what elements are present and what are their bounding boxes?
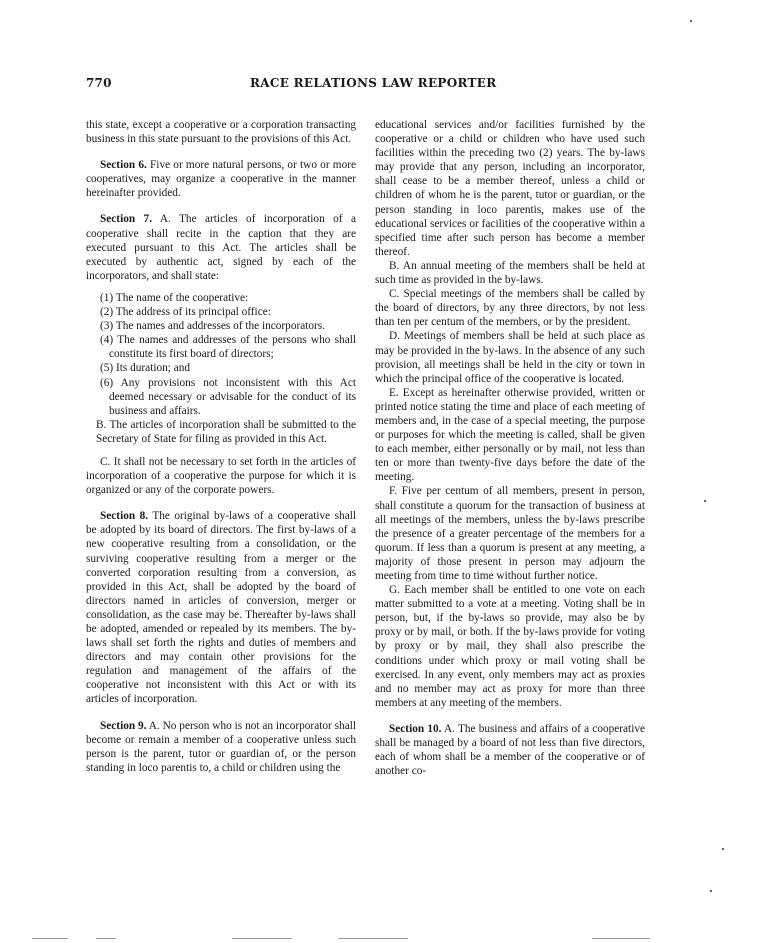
section-heading: Section 6.: [100, 159, 147, 172]
section-10: [375, 722, 645, 778]
running-title: RACE RELATIONS LAW REPORTER: [250, 76, 497, 90]
scan-speck: [710, 890, 712, 892]
section-8: [86, 509, 356, 706]
scan-speck: [704, 500, 706, 502]
list-item: (1) The name of the cooperative:: [100, 291, 249, 304]
scan-speck: [690, 20, 692, 22]
section-9: [86, 719, 356, 775]
paragraph: G. Each member shall be entitled to one vote on each matter submitted to a vote at a meeting. Voting shall be in person, but, if the by-laws so provide, may also be by proxy or by mail, or both. If the by-laws provide for voting by proxy or by mail, they shall also prescribe the conditions under which proxy or mail voting shall be exercised. In any event, only members may act as proxies and no member may act as proxy for more than three members at any meeting of the members.: [375, 584, 645, 709]
bottom-rule: [96, 938, 116, 939]
paragraph: educational services and/or facilities furnished by the cooperative or a child or children who have used such facilities within the preceding two (2) years. The by-laws may provide that any person, including an incorporator, shall cease to be a member thereof, unless a child or children of whom he is the parent, tutor or guardian, or the person standing in loco parentis, makes use of the educational services or facilities of the cooperative within a specified time after such person has become a member thereof.: [375, 119, 645, 258]
section-text: A. No person who is not an incorporator shall become or remain a member of a cooperative unless such person is the parent, tutor or guardian of, or the person standing in loco parentis to, a child or children using the: [86, 719, 356, 774]
section-text: The original by-laws of a cooperative shall be adopted by its board of directors. The first by-laws of a new cooperative resulting from a consolidation, or the surviving cooperative resulting from a merger or the converted corporation resulting from a conversion, as provided in this Act, shall be adopted by the board of directors named in articles of conversion, merger or consolidation, as the case may be. Thereafter by-laws shall be adopted, amended or repealed by its members. The by-laws shall set forth the rights and duties of members and directors and may contain other provisions for the regulation and management of the affairs of the cooperative not inconsistent with this Act or with its articles of incorporation.: [86, 510, 356, 706]
section-heading: Section 10.: [389, 722, 442, 735]
section-text: A. The business and affairs of a cooperative shall be managed by a board of not less than five directors, each of whom shall be a member of the cooperative or of another co-: [375, 722, 645, 778]
left-column: [86, 118, 356, 775]
list-item: (4) The names and addresses of the persons who shall constitute its first board of directors;: [100, 334, 356, 361]
section-heading: Section 7.: [100, 213, 153, 226]
paragraph: F. Five per centum of all members, present in person, shall constitute a quorum for the transaction of business at all meetings of the members, unless the by-laws prescribe the presence of a greater percentage of the members for a quorum. If less than a quorum is present at any meeting, a majority of those present in person may adjourn the meeting from time to time without further notice.: [375, 485, 645, 582]
section-text: Five or more natural persons, or two or more cooperatives, may organize a cooperative in the manner hereinafter provided.: [86, 159, 356, 200]
section-6: [86, 158, 356, 200]
paragraph: B. An annual meeting of the members shall be held at such time as provided in the by-laws.: [375, 259, 645, 287]
bottom-rule: [338, 938, 408, 939]
paragraph: D. Meetings of members shall be held at such place as may be provided in the by-laws. In the absence of any such provision, all meetings shall be held in the city or town in which the principal office of the cooperative is located.: [375, 330, 645, 385]
scan-speck: [722, 848, 724, 850]
bottom-rule: [32, 938, 68, 939]
paragraph: this state, except a cooperative or a corporation transacting business in this state pursuant to the provisions of this Act.: [86, 119, 356, 146]
list-item: (2) The address of its principal office:: [100, 306, 271, 319]
list-item: (5) Its duration; and: [100, 362, 191, 375]
right-column: [375, 118, 645, 778]
paragraph: B. The articles of incorporation shall be submitted to the Secretary of State for filing as provided in this Act.: [96, 418, 356, 445]
section-7: [86, 212, 356, 282]
list-item: (6) Any provisions not inconsistent with this Act deemed necessary or advisable for the conduct of its business and affairs.: [100, 376, 356, 417]
paragraph: C. It shall not be necessary to set forth in the articles of incorporation of a cooperative the purpose for which it is organized or any of the corporate powers.: [86, 455, 356, 497]
section-heading: Section 8.: [100, 510, 149, 523]
section-heading: Section 9.: [100, 719, 147, 732]
paragraph: C. Special meetings of the members shall be called by the board of directors, by any three directors, by not less than ten per centum of the members, or by the president.: [375, 288, 645, 329]
bottom-rule: [232, 938, 292, 939]
section-text: A. The articles of incorporation of a cooperative shall recite in the caption that they are executed pursuant to this Act. The articles shall be executed by authentic act, signed by each of the incorporators, and shall state:: [86, 213, 356, 282]
bottom-rule: [592, 938, 650, 939]
page-number: 770: [86, 76, 112, 90]
paragraph: E. Except as hereinafter otherwise provided, written or printed notice stating the time and place of each meeting of members and, in the case of a special meeting, the purpose or purposes for which the meeting is called, shall be given to each member, either personally or by mail, not less than ten or more than twenty-five days before the date of the meeting.: [375, 386, 645, 484]
list-item: (3) The names and addresses of the incorporators.: [100, 320, 326, 333]
